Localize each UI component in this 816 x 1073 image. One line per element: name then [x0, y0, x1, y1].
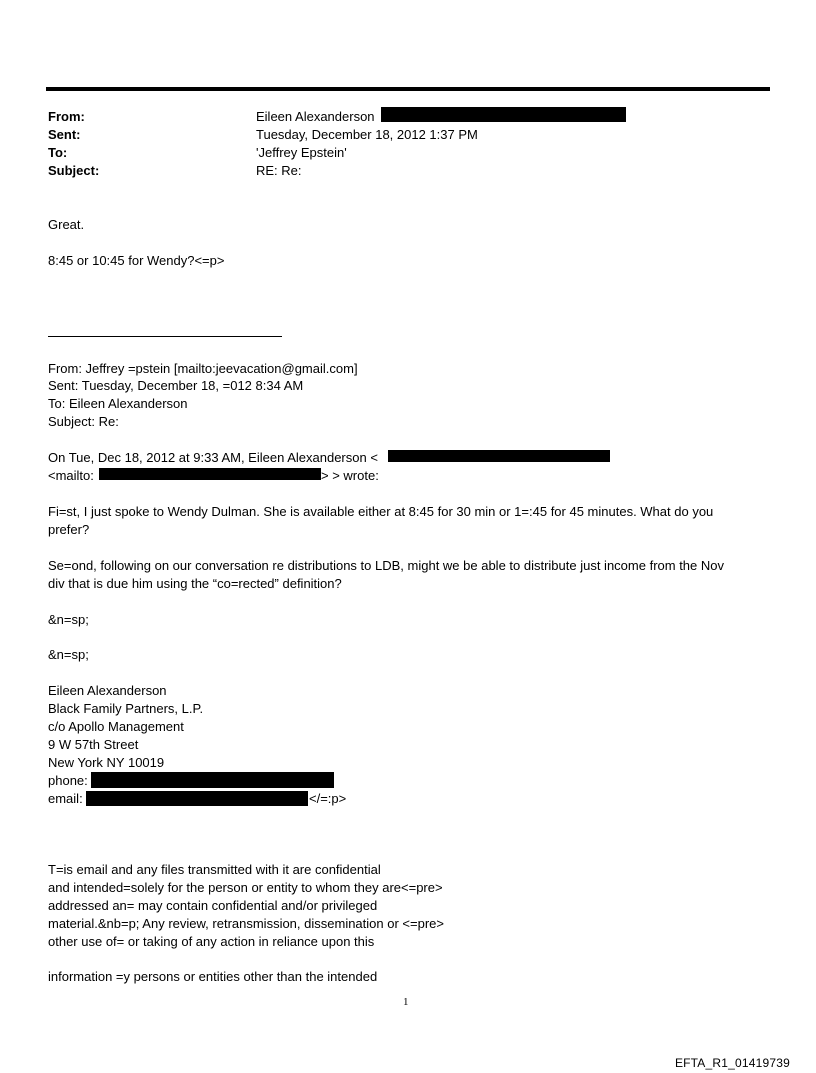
subject-value: RE: Re: — [256, 163, 302, 178]
signature-email-suffix: </=:p> — [309, 791, 347, 806]
disclaimer-line-3: addressed an= may contain confidential and/or privileged — [48, 898, 378, 913]
sent-value: Tuesday, December 18, 2012 1:37 PM — [256, 127, 478, 142]
from-label: From: — [48, 109, 85, 124]
para1-line2: prefer? — [48, 522, 90, 537]
to-value: 'Jeffrey Epstein' — [256, 145, 347, 160]
mailto-prefix: <mailto: — [48, 468, 94, 483]
page-number: 1 — [403, 996, 409, 1008]
from-value: Eileen Alexanderson — [256, 109, 375, 124]
para2-line2: div that is due him using the “co=rected” definition? — [48, 576, 342, 591]
redaction-from-email — [381, 107, 626, 122]
disclaimer-line-2: and intended=solely for the person or entity to whom they are<=pre> — [48, 880, 443, 895]
signature-street: 9 W 57th Street — [48, 737, 139, 752]
signature-email-label: email: — [48, 791, 83, 806]
para2-line1: Se=ond, following on our conversation re distributions to LDB, might we be able to distribute just income from the Nov — [48, 558, 724, 573]
signature-co: c/o Apollo Management — [48, 719, 184, 734]
nbsp-line-1: &n=sp; — [48, 612, 89, 627]
disclaimer-line-4: material.&nb=p; Any review, retransmission, dissemination or <=pre> — [48, 916, 444, 931]
disclaimer-line-5: other use of= or taking of any action in reliance upon this — [48, 934, 375, 949]
mailto-suffix: > > wrote: — [321, 468, 379, 483]
document-id: EFTA_R1_01419739 — [674, 1056, 790, 1070]
signature-name: Eileen Alexanderson — [48, 683, 167, 698]
redaction-email — [86, 791, 308, 806]
quoted-subject: Subject: Re: — [48, 414, 119, 429]
redaction-phone — [91, 772, 334, 788]
signature-company: Black Family Partners, L.P. — [48, 701, 204, 716]
para1-line1: Fi=st, I just spoke to Wendy Dulman. She is available either at 8:45 for 30 min or 1=:45 for 45 minutes. What do you — [48, 504, 714, 519]
subject-label: Subject: — [48, 163, 100, 178]
header-rule — [46, 87, 770, 91]
signature-phone-label: phone: — [48, 773, 88, 788]
quoted-to: To: Eileen Alexanderson — [48, 396, 188, 411]
quoted-from: From: Jeffrey =pstein [mailto:jeevacation@gmail.com] — [48, 361, 358, 376]
redaction-mailto — [99, 468, 321, 480]
to-label: To: — [48, 145, 68, 160]
nbsp-line-2: &n=sp; — [48, 647, 89, 662]
signature-city: New York NY 10019 — [48, 755, 165, 770]
body-line-2: 8:45 or 10:45 for Wendy?<=p> — [48, 253, 225, 268]
on-date-line: On Tue, Dec 18, 2012 at 9:33 AM, Eileen Alexanderson < — [48, 450, 378, 465]
sent-label: Sent: — [48, 127, 81, 142]
disclaimer-line-1: T=is email and any files transmitted with it are confidential — [48, 862, 381, 877]
quote-separator — [48, 336, 282, 337]
redaction-quoted-email — [388, 450, 610, 462]
disclaimer-line-6: information =y persons or entities other than the intended — [48, 969, 378, 984]
quoted-sent: Sent: Tuesday, December 18, =012 8:34 AM — [48, 378, 304, 393]
body-line-1: Great. — [48, 217, 85, 232]
